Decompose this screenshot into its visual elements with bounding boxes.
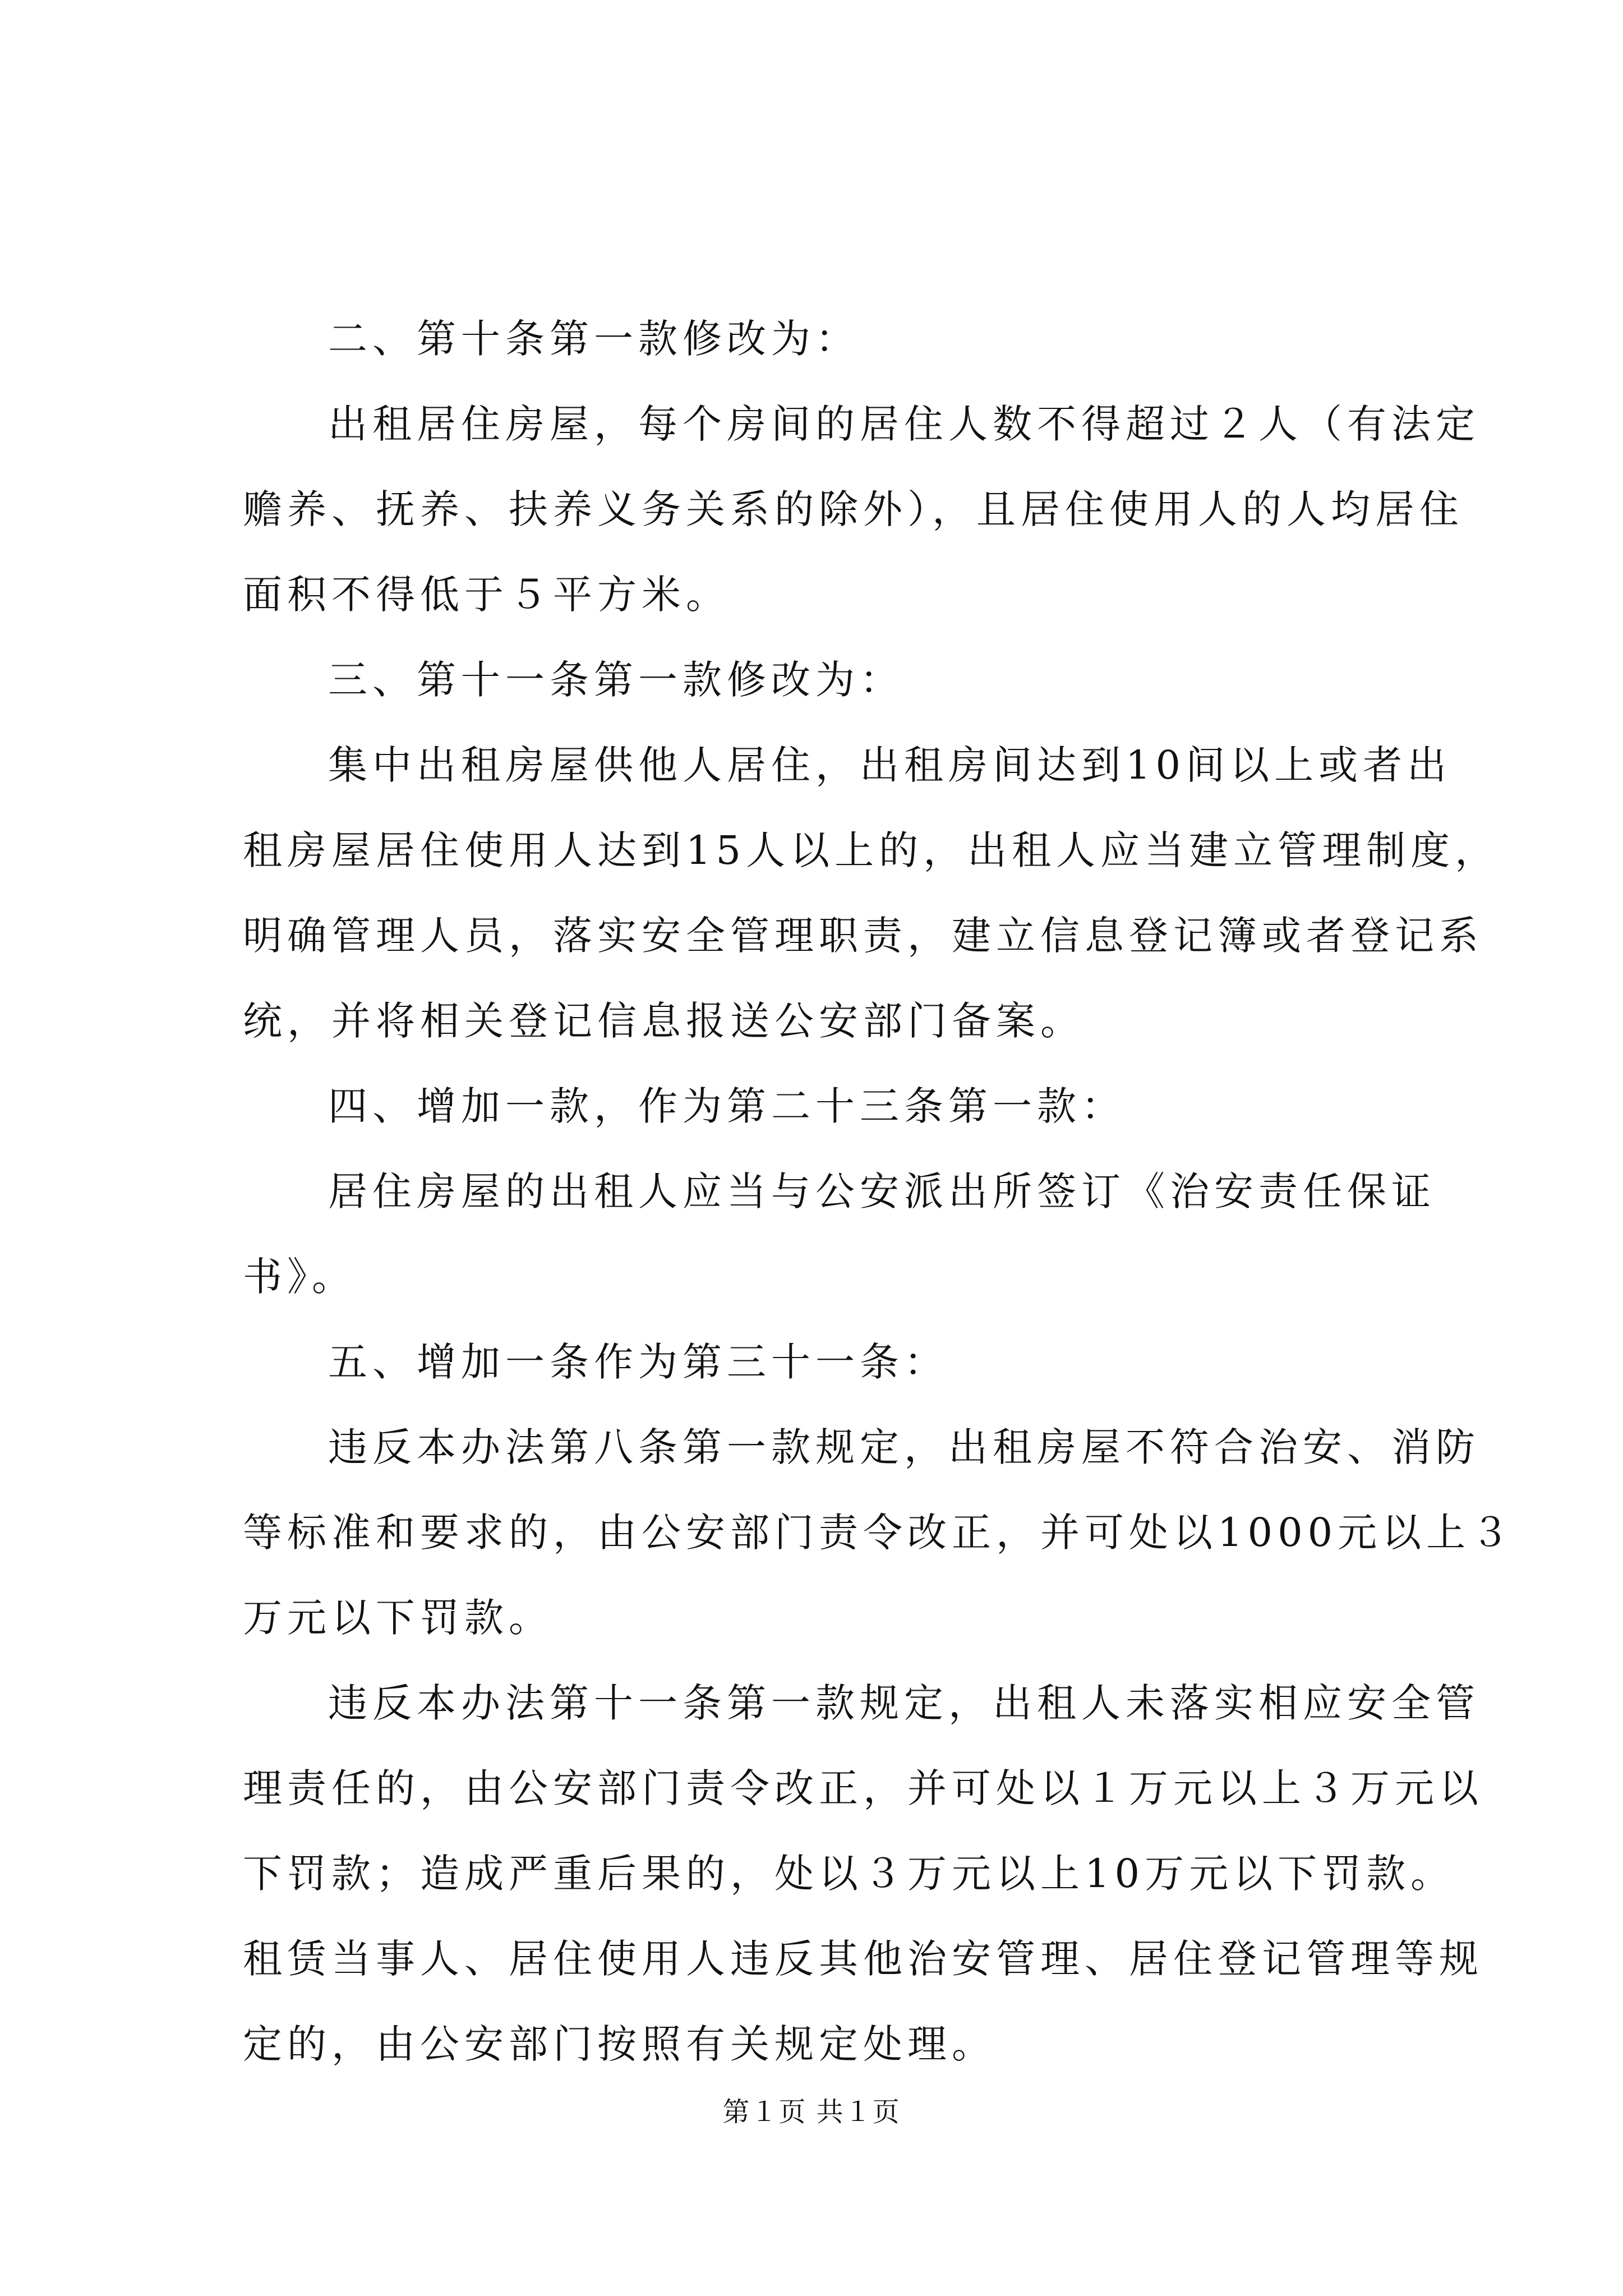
text-line: 出租居住房屋，每个房间的居住人数不得超过２人（有法定: [328, 401, 1480, 447]
text-line: 集中出租房屋供他人居住，出租房间达到10间以上或者出: [328, 742, 1452, 788]
page-footer: 第１页 共１页: [722, 2096, 901, 2128]
text-line: 统，并将相关登记信息报送公安部门备案。: [243, 998, 1085, 1044]
paragraph: [243, 1149, 1436, 1319]
text-line: 万元以下罚款。: [243, 1595, 553, 1641]
text-line: 租房屋居住使用人达到15人以上的，出租人应当建立管理制度，: [243, 827, 1500, 873]
paragraph: [243, 723, 1500, 1064]
item-heading: 二、第十条第一款修改为：: [328, 316, 860, 362]
text-line: 赡养、抚养、扶养义务关系的除外），且居住使用人的人均居住: [243, 486, 1464, 532]
text-line: 定的，由公安部门按照有关规定处理。: [243, 2021, 996, 2067]
paragraph: [243, 1660, 1483, 2087]
text-line: 违反本办法第十一条第一款规定，出租人未落实相应安全管: [328, 1680, 1480, 1726]
item-heading: 五、增加一条作为第三十一条：: [328, 1339, 948, 1385]
text-line: 违反本办法第八条第一款规定，出租房屋不符合治安、消防: [328, 1424, 1480, 1470]
text-line: 书》。: [243, 1254, 356, 1300]
text-line: 等标准和要求的，由公安部门责令改正，并可处以1000元以上３: [243, 1510, 1515, 1556]
text-line: 明确管理人员，落实安全管理职责，建立信息登记簿或者登记系: [243, 913, 1483, 959]
amendment-item: [243, 1064, 1436, 1319]
amendment-item: [243, 1319, 1515, 2087]
text-line: 理责任的，由公安部门责令改正，并可处以１万元以上３万元以: [243, 1765, 1483, 1811]
text-line: 下罚款；造成严重后果的，处以３万元以上10万元以下罚款。: [243, 1851, 1455, 1897]
text-line: 居住房屋的出租人应当与公安派出所签订《治安责任保证: [328, 1168, 1436, 1214]
paragraph: [243, 381, 1480, 637]
item-heading: 三、第十一条第一款修改为：: [328, 657, 904, 703]
amendment-item: [243, 296, 1480, 637]
paragraph: [243, 1405, 1515, 1660]
text-line: 租赁当事人、居住使用人违反其他治安管理、居住登记管理等规: [243, 1936, 1483, 1982]
document-body: [243, 296, 1515, 2087]
item-heading: 四、增加一款，作为第二十三条第一款：: [328, 1083, 1126, 1129]
amendment-item: [243, 637, 1500, 1064]
text-line: 面积不得低于５平方米。: [243, 572, 730, 618]
